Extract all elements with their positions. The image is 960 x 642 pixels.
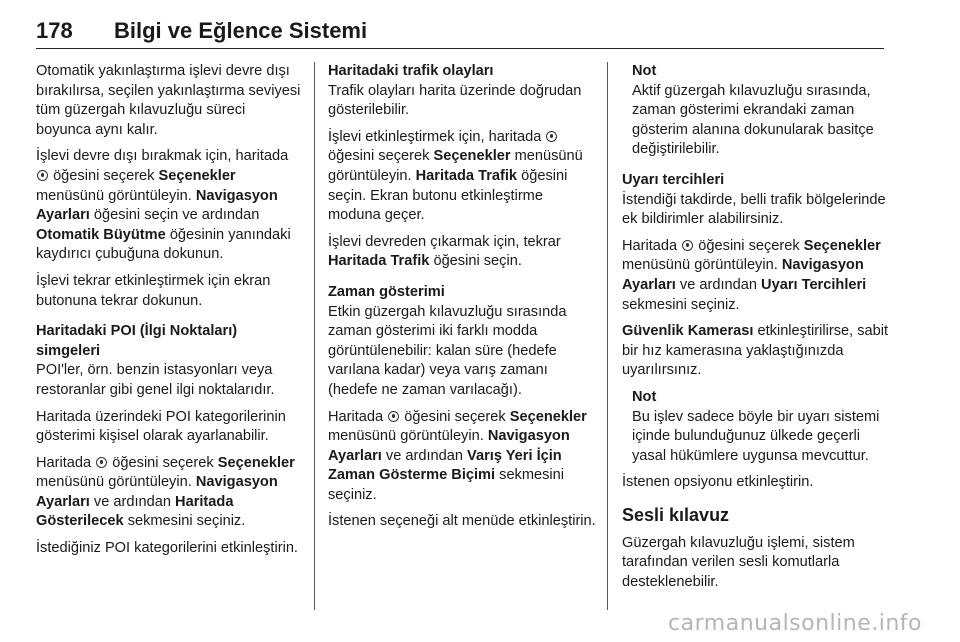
watermark: carmanualsonline.info (668, 611, 922, 636)
note-box (622, 388, 892, 466)
paragraph: İstediğiniz POI kategorilerini etkinleştirin. (36, 540, 298, 557)
text: menüsünü görüntüleyin. (36, 187, 192, 204)
text: sekmesini seçiniz. (328, 467, 565, 503)
text: ve ardından (93, 493, 171, 510)
text: sekmesini seçiniz. (622, 296, 740, 313)
text: öğesini seçin ve ardından (93, 207, 260, 224)
text: menüsünü görüntüleyin. (36, 474, 192, 491)
note-box (622, 62, 892, 160)
note-body: Aktif güzergah kılavuzluğu sırasında, zaman gösterimi ekrandaki zaman gösterim alanına dokunularak basitçe değiştirilebilir. (632, 82, 874, 158)
text: Haritada (328, 408, 384, 425)
gear-icon (37, 170, 48, 181)
text: öğesini seçerek (698, 237, 800, 254)
text: etkinleştirilirse, sabit bir hız kamerasına yaklaştığınızda uyarılırsınız. (622, 323, 889, 379)
menu-term: Uyarı Tercihleri (761, 276, 867, 293)
note-title: Not (632, 63, 657, 79)
note-title: Not (632, 388, 657, 405)
menu-term: Haritada Trafik (328, 253, 430, 270)
menu-term: Navigasyon Ayarları (36, 187, 278, 224)
menu-term: Haritada Trafik (415, 167, 518, 184)
text: sekmesini seçiniz. (127, 513, 246, 530)
text: İşlevi devre dışı bırakmak için, haritada (36, 148, 289, 165)
section-heading: Zaman gösterimi (328, 283, 445, 300)
paragraph: İstendiği takdirde, belli trafik bölgelerinde ek bildirimler alabilirsiniz. (622, 191, 886, 228)
page-title: Bilgi ve Eğlence Sistemi (114, 18, 368, 43)
menu-term: Seçenekler (217, 454, 295, 471)
paragraph (36, 147, 304, 265)
paragraph (328, 128, 596, 226)
text: menüsünü görüntüleyin. (328, 428, 484, 445)
paragraph: İşlevi tekrar etkinleştirmek için ekran butonuna tekrar dokunun. (36, 272, 271, 309)
column-divider (607, 62, 608, 610)
gear-icon (682, 240, 693, 251)
paragraph: Haritada üzerindeki POI kategorilerinin gösterimi kişisel olarak ayarlanabilir. (36, 408, 286, 445)
menu-term: Varış Yeri İçin Zaman Gösterme Biçimi (328, 447, 562, 484)
section-heading: Uyarı tercihleri (622, 171, 725, 188)
menu-term: Seçenekler (803, 237, 881, 254)
page-number: 178 (36, 18, 73, 43)
text: İşlevi etkinleştirmek için, haritada (328, 128, 542, 145)
menu-term: Navigasyon Ayarları (328, 428, 570, 464)
section-heading: Haritadaki POI (İlgi Noktaları) simgeleri (36, 323, 238, 359)
text: menüsünü görüntüleyin. (328, 148, 583, 184)
gear-icon (388, 411, 399, 422)
column-divider (314, 62, 315, 610)
paragraph (622, 237, 892, 315)
menu-term: Navigasyon Ayarları (36, 474, 278, 510)
paragraph: Otomatik yakınlaştırma işlevi devre dışı bırakılırsa, seçilen yakınlaştırma seviyesi tüm güzergah kılavuzluğu süreci boyunca aynı kalır. (36, 63, 301, 138)
menu-term: Otomatik Büyütme (36, 226, 166, 243)
column-1 (36, 62, 304, 566)
paragraph: İstenen seçeneği alt menüde etkinleştirin. (328, 513, 596, 530)
paragraph (328, 408, 596, 506)
text: öğesini seçerek (112, 454, 214, 471)
paragraph: Trafik olayları harita üzerinde doğrudan gösterilebilir. (328, 82, 582, 119)
menu-term: Seçenekler (509, 408, 587, 425)
paragraph (36, 454, 304, 532)
gear-icon (546, 131, 557, 142)
page-header (36, 18, 884, 49)
paragraph: İstenen opsiyonu etkinleştirin. (622, 474, 814, 491)
section-heading: Haritadaki trafik olayları (328, 63, 494, 79)
paragraph: POI'ler, örn. benzin istasyonları veya restoranlar gibi genel ilgi noktalarıdır. (36, 362, 275, 398)
menu-term: Navigasyon Ayarları (622, 257, 864, 293)
text: Haritada (36, 454, 92, 471)
menu-term: Seçenekler (158, 167, 236, 184)
paragraph: Etkin güzergah kılavuzluğu sırasında zaman gösterimi iki farklı modda görüntülenebilir: kalan süre (hedefe varılana kadar) veya varış zamanı (hedefe ne zaman varılacağı). (328, 303, 567, 398)
paragraph (622, 322, 892, 381)
text: ve ardından (679, 276, 757, 293)
note-body: Bu işlev sadece böyle bir uyarı sistemi içinde bulunduğunuz ülkede geçerli yasal hükümlere uygunsa mevcuttur. (632, 408, 880, 464)
gear-icon (96, 457, 107, 468)
text: ve ardından (385, 447, 463, 464)
menu-term: Güvenlik Kamerası (622, 323, 754, 340)
text: İşlevi devreden çıkarmak için, tekrar (328, 233, 561, 250)
text: öğesini seçin. (433, 253, 522, 270)
text: öğesini seçerek (53, 167, 155, 184)
menu-term: Haritada Gösterilecek (36, 493, 234, 530)
text: öğesinin yanındaki kaydırıcı çubuğuna dokunun. (36, 226, 291, 263)
text: Haritada (622, 237, 678, 254)
paragraph: Güzergah kılavuzluğu işlemi, sistem tarafından verilen sesli komutlarla desteklenebilir. (622, 534, 855, 591)
paragraph (328, 233, 596, 272)
section-heading: Sesli kılavuz (622, 504, 730, 525)
text: öğesini seçin. Ekran butonu etkinleştirme moduna geçer. (328, 167, 568, 224)
column-2 (328, 62, 596, 539)
column-3 (622, 62, 892, 600)
menu-term: Seçenekler (433, 148, 511, 165)
text: menüsünü görüntüleyin. (622, 257, 778, 274)
text: öğesini seçerek (328, 148, 430, 165)
text: öğesini seçerek (404, 408, 506, 425)
